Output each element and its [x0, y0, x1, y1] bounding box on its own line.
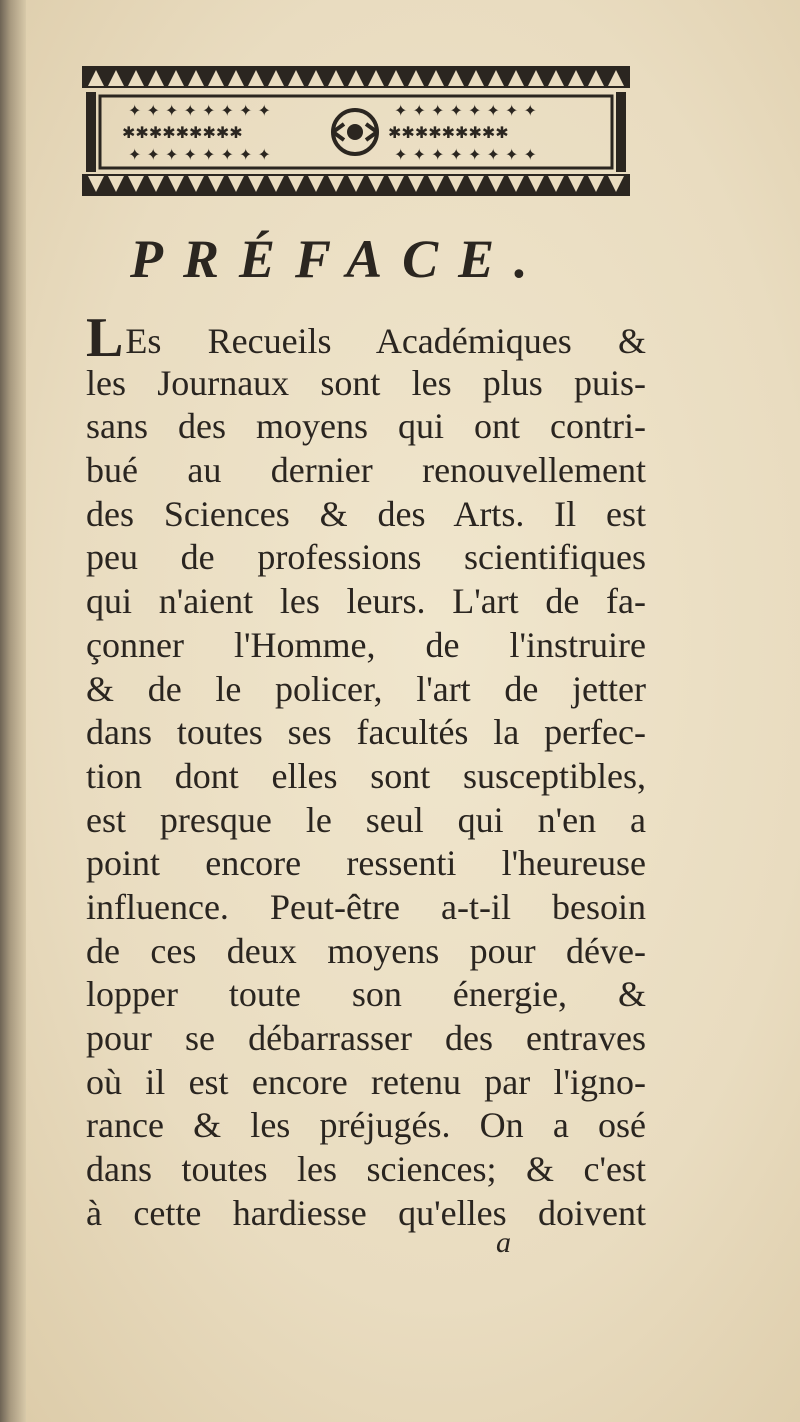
text-line: tion dont elles sont susceptibles,	[86, 755, 646, 796]
body-text	[86, 307, 646, 1235]
text-line: sans des moyens qui ont contri-	[86, 406, 646, 447]
text-line: & de le policer, l'art de jetter	[86, 668, 646, 709]
svg-text:✱✱✱✱✱✱✱✱✱: ✱✱✱✱✱✱✱✱✱	[122, 123, 243, 142]
text-line: à cette hardiesse qu'elles doivent	[86, 1192, 646, 1233]
text-line: influence. Peut-être a-t-il besoin	[86, 886, 646, 927]
text-line: est presque le seul qui n'en a	[86, 799, 646, 840]
text-line: lopper toute son énergie, &	[86, 974, 646, 1015]
text-line: peu de professions scientifiques	[86, 537, 646, 578]
text-line: des Sciences & des Arts. Il est	[86, 493, 646, 534]
page-title: PRÉFACE.	[130, 229, 548, 289]
header-ornament	[82, 58, 630, 208]
text-line: pour se débarrasser des entraves	[86, 1018, 646, 1058]
svg-text:✦ ✦ ✦ ✦ ✦ ✦ ✦ ✦: ✦ ✦ ✦ ✦ ✦ ✦ ✦ ✦	[394, 145, 537, 164]
text-line-1	[86, 307, 646, 369]
drop-cap: L	[86, 307, 124, 369]
text-line: où il est encore retenu par l'igno-	[86, 1061, 646, 1102]
text-line: çonner l'Homme, de l'instruire	[86, 624, 646, 665]
text-line: rance & les préjugés. On a osé	[86, 1105, 646, 1146]
text-line: bué au dernier renouvellement	[86, 450, 646, 491]
svg-text:✦ ✦ ✦ ✦ ✦ ✦ ✦ ✦: ✦ ✦ ✦ ✦ ✦ ✦ ✦ ✦	[128, 145, 271, 164]
text-line: qui n'aient les leurs. L'art de fa-	[86, 581, 646, 622]
svg-text:✱✱✱✱✱✱✱✱✱: ✱✱✱✱✱✱✱✱✱	[388, 123, 509, 142]
svg-text:✦ ✦ ✦ ✦ ✦ ✦ ✦ ✦: ✦ ✦ ✦ ✦ ✦ ✦ ✦ ✦	[128, 101, 271, 120]
first-line-text: Es Recueils Académiques &	[125, 321, 646, 361]
text-line: dans toutes ses facultés la perfec-	[86, 712, 646, 753]
text-line: dans toutes les sciences; & c'est	[86, 1149, 646, 1190]
page-gutter-shadow	[0, 0, 26, 1422]
text-line: les Journaux sont les plus puis-	[86, 362, 646, 403]
signature-mark: a	[496, 1226, 511, 1259]
text-line: de ces deux moyens pour déve-	[86, 930, 646, 971]
svg-text:✦ ✦ ✦ ✦ ✦ ✦ ✦ ✦: ✦ ✦ ✦ ✦ ✦ ✦ ✦ ✦	[394, 101, 537, 120]
text-line: point encore ressenti l'heureuse	[86, 843, 646, 884]
